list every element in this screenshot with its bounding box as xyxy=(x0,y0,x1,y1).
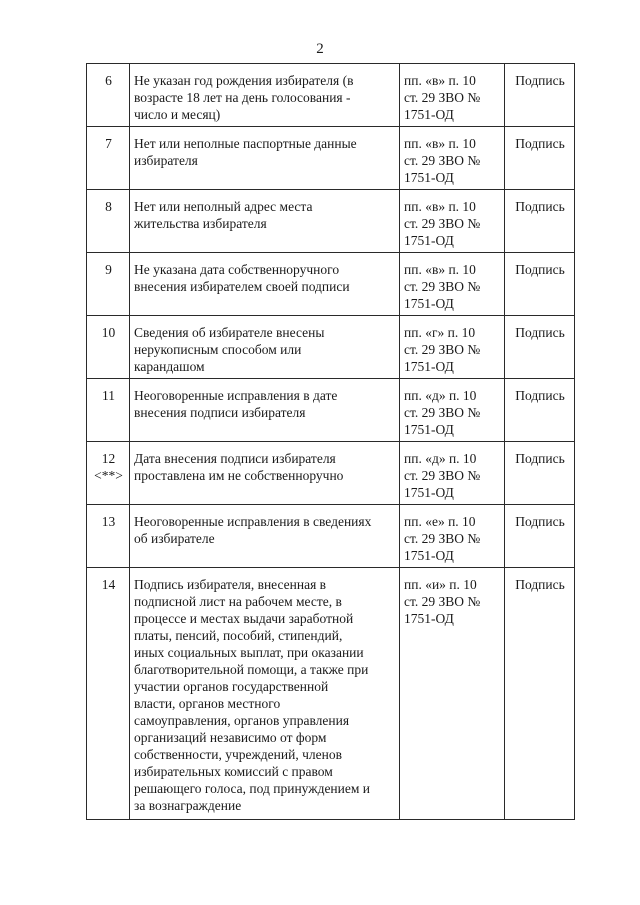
violation-description-line: Дата внесения подписи избирателя xyxy=(134,451,336,466)
violation-description-line: нерукописным способом или xyxy=(134,342,302,357)
violation-description-line: Подпись избирателя, внесенная в xyxy=(134,577,327,592)
page-number: 2 xyxy=(316,41,324,57)
violations-table-body xyxy=(87,64,575,820)
table-row xyxy=(87,316,575,379)
legal-reference-line: пп. «в» п. 10 xyxy=(404,73,476,88)
violation-description-line: возрасте 18 лет на день голосования - xyxy=(134,90,351,105)
legal-reference-line: пп. «в» п. 10 xyxy=(404,262,476,277)
violation-description-line: проставлена им не собственноручно xyxy=(134,468,344,483)
row-number-cell xyxy=(87,253,130,316)
violation-description-line: Не указана дата собственноручного xyxy=(134,262,340,277)
violation-description-cell xyxy=(130,505,400,568)
legal-reference-line: ст. 29 ЗВО № xyxy=(404,405,481,420)
table-row xyxy=(87,64,575,127)
violation-description-line: карандашом xyxy=(134,359,205,374)
row-number-cell xyxy=(87,127,130,190)
legal-reference-line: 1751-ОД xyxy=(404,422,454,437)
violation-description-line: процессе и местах выдачи заработной xyxy=(134,611,354,626)
legal-reference-line: ст. 29 ЗВО № xyxy=(404,594,481,609)
violation-description-line: платы, пенсий, пособий, стипендий, xyxy=(134,628,343,643)
legal-reference-cell xyxy=(400,253,505,316)
legal-reference-line: 1751-ОД xyxy=(404,107,454,122)
row-number: 7 xyxy=(105,136,112,151)
violation-description-line: участии органов государственной xyxy=(134,679,329,694)
row-number: 12 xyxy=(101,451,116,466)
violation-description-line: собственности, учреждений, членов xyxy=(134,747,342,762)
violation-description-line: об избирателе xyxy=(134,531,215,546)
violation-description-cell xyxy=(130,127,400,190)
violation-description-line: организаций независимо от форм xyxy=(134,730,327,745)
violation-description-line: решающего голоса, под принуждением и xyxy=(134,781,371,796)
violation-description-cell xyxy=(130,442,400,505)
result-label: Подпись xyxy=(515,325,565,340)
legal-reference-line: 1751-ОД xyxy=(404,611,454,626)
row-number: 14 xyxy=(101,577,116,592)
violation-description-line: избирателя xyxy=(134,153,198,168)
violation-description-cell xyxy=(130,316,400,379)
legal-reference-cell xyxy=(400,568,505,820)
table-row xyxy=(87,568,575,820)
violation-description-line: внесения подписи избирателя xyxy=(134,405,306,420)
legal-reference-cell xyxy=(400,64,505,127)
violation-description-cell xyxy=(130,253,400,316)
legal-reference-cell xyxy=(400,316,505,379)
result-cell xyxy=(505,253,575,316)
violation-description-line: Неоговоренные исправления в дате xyxy=(134,388,338,403)
violation-description-line: Неоговоренные исправления в сведениях xyxy=(134,514,372,529)
table-row xyxy=(87,379,575,442)
violations-table xyxy=(86,63,575,820)
result-cell xyxy=(505,127,575,190)
violation-description-line: Не указан год рождения избирателя (в xyxy=(134,73,354,88)
result-label: Подпись xyxy=(515,388,565,403)
legal-reference-line: пп. «в» п. 10 xyxy=(404,199,476,214)
violation-description-line: власти, органов местного xyxy=(134,696,281,711)
result-cell xyxy=(505,316,575,379)
legal-reference-line: 1751-ОД xyxy=(404,548,454,563)
table-row xyxy=(87,190,575,253)
violation-description-line: Нет или неполные паспортные данные xyxy=(134,136,357,151)
row-number: <**> xyxy=(94,468,123,483)
legal-reference-line: 1751-ОД xyxy=(404,296,454,311)
result-label: Подпись xyxy=(515,577,565,592)
violation-description-line: подписной лист на рабочем месте, в xyxy=(134,594,342,609)
result-cell xyxy=(505,64,575,127)
row-number: 6 xyxy=(105,73,112,88)
violation-description-line: жительства избирателя xyxy=(134,216,267,231)
row-number-cell xyxy=(87,568,130,820)
legal-reference-cell xyxy=(400,190,505,253)
legal-reference-line: ст. 29 ЗВО № xyxy=(404,342,481,357)
legal-reference-line: 1751-ОД xyxy=(404,170,454,185)
legal-reference-cell xyxy=(400,442,505,505)
row-number: 13 xyxy=(101,514,116,529)
result-cell xyxy=(505,190,575,253)
result-label: Подпись xyxy=(515,199,565,214)
result-label: Подпись xyxy=(515,136,565,151)
row-number-cell xyxy=(87,505,130,568)
legal-reference-line: ст. 29 ЗВО № xyxy=(404,468,481,483)
legal-reference-line: 1751-ОД xyxy=(404,233,454,248)
violation-description-line: благотворительной помощи, а также при xyxy=(134,662,369,677)
result-label: Подпись xyxy=(515,451,565,466)
row-number: 10 xyxy=(101,325,116,340)
table-row xyxy=(87,505,575,568)
result-cell xyxy=(505,568,575,820)
violation-description-line: за вознаграждение xyxy=(134,798,242,813)
violation-description-line: избирательных комиссий с правом xyxy=(134,764,333,779)
violation-description-line: число и месяц) xyxy=(134,107,221,122)
legal-reference-line: пп. «д» п. 10 xyxy=(404,388,477,403)
row-number-cell xyxy=(87,316,130,379)
legal-reference-line: ст. 29 ЗВО № xyxy=(404,153,481,168)
row-number-cell xyxy=(87,64,130,127)
violation-description-line: иных социальных выплат, при оказании xyxy=(134,645,364,660)
row-number: 8 xyxy=(105,199,112,214)
row-number-cell xyxy=(87,190,130,253)
legal-reference-line: пп. «г» п. 10 xyxy=(404,325,476,340)
legal-reference-line: ст. 29 ЗВО № xyxy=(404,279,481,294)
legal-reference-line: ст. 29 ЗВО № xyxy=(404,531,481,546)
row-number: 9 xyxy=(105,262,112,277)
result-cell xyxy=(505,505,575,568)
violation-description-cell xyxy=(130,568,400,820)
legal-reference-line: ст. 29 ЗВО № xyxy=(404,90,481,105)
row-number-cell xyxy=(87,442,130,505)
violation-description-line: Сведения об избирателе внесены xyxy=(134,325,325,340)
result-cell xyxy=(505,442,575,505)
legal-reference-cell xyxy=(400,379,505,442)
result-label: Подпись xyxy=(515,73,565,88)
result-label: Подпись xyxy=(515,514,565,529)
row-number-cell xyxy=(87,379,130,442)
legal-reference-line: ст. 29 ЗВО № xyxy=(404,216,481,231)
violation-description-cell xyxy=(130,64,400,127)
table-row xyxy=(87,442,575,505)
legal-reference-line: пп. «д» п. 10 xyxy=(404,451,477,466)
violation-description-line: внесения избирателем своей подписи xyxy=(134,279,350,294)
legal-reference-line: пп. «и» п. 10 xyxy=(404,577,477,592)
table-row xyxy=(87,127,575,190)
legal-reference-line: пп. «в» п. 10 xyxy=(404,136,476,151)
violation-description-cell xyxy=(130,190,400,253)
table-row xyxy=(87,253,575,316)
legal-reference-line: 1751-ОД xyxy=(404,359,454,374)
violation-description-line: самоуправления, органов управления xyxy=(134,713,350,728)
result-cell xyxy=(505,379,575,442)
legal-reference-cell xyxy=(400,127,505,190)
violation-description-cell xyxy=(130,379,400,442)
violation-description-line: Нет или неполный адрес места xyxy=(134,199,313,214)
legal-reference-line: пп. «е» п. 10 xyxy=(404,514,476,529)
legal-reference-line: 1751-ОД xyxy=(404,485,454,500)
legal-reference-cell xyxy=(400,505,505,568)
row-number: 11 xyxy=(102,388,115,403)
result-label: Подпись xyxy=(515,262,565,277)
